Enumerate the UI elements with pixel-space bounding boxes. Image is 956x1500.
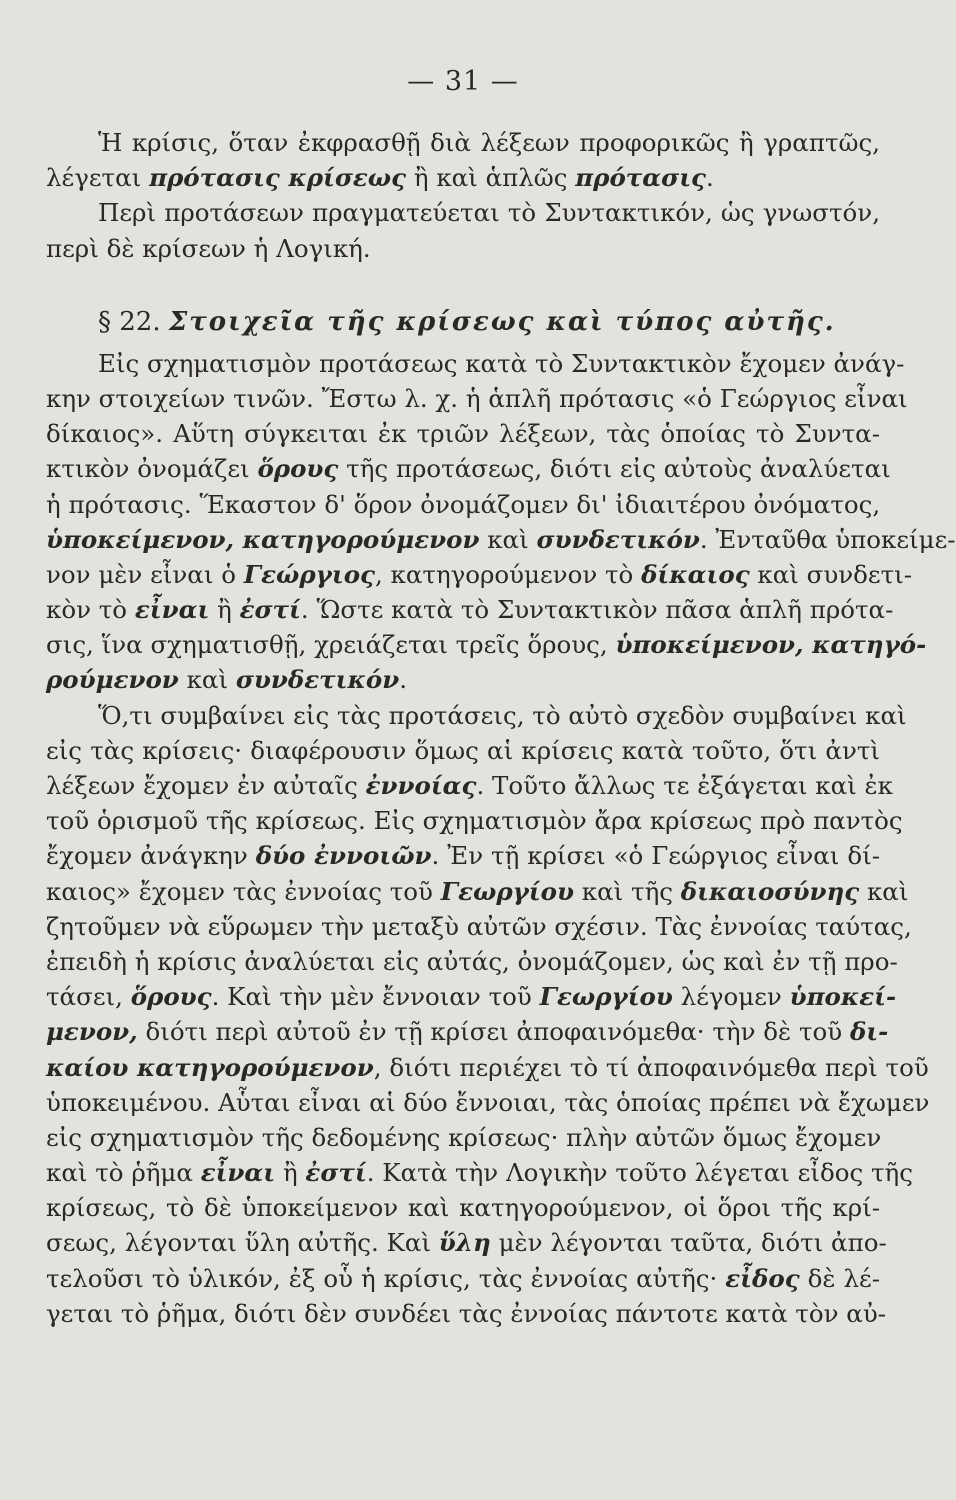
text-line: κτικὸν ὀνομάζει ὅρους τῆς προτάσεως, διότι εἰς αὐτοὺς ἀναλύεται — [46, 454, 891, 484]
text-line: τοῦ ὁρισμοῦ τῆς κρίσεως. Εἰς σχηματισμὸν ἄρα κρίσεως πρὸ παντὸς — [46, 806, 903, 836]
text-line: καὶ τὸ ῥῆμα εἶναι ἢ ἐστί. Κατὰ τὴν Λογικὴν τοῦτο λέγεται εἶδος τῆς — [46, 1158, 913, 1188]
text-line: δίκαιος». Αὕτη σύγκειται ἐκ τριῶν λέξεων, τὰς ὁποίας τὸ Συντα- — [46, 419, 880, 449]
section-title: Στοιχεῖα τῆς κρίσεως καὶ τύπος αὐτῆς. — [168, 306, 836, 337]
page-number: — 31 — — [407, 66, 519, 97]
text-line: τάσει, ὅρους. Καὶ τὴν μὲν ἔννοιαν τοῦ Γεωργίου λέγομεν ὑποκεί- — [46, 982, 897, 1012]
text-line: περὶ δὲ κρίσεων ἡ Λογική. — [46, 233, 371, 263]
text-line: ἡ πρότασις. Ἕκαστον δ' ὅρον ὀνομάζομεν δι' ἰδιαιτέρου ὀνόματος, — [46, 489, 881, 519]
text-line: καιος» ἔχομεν τὰς ἐννοίας τοῦ Γεωργίου καὶ τῆς δικαιοσύνης καὶ — [46, 876, 909, 906]
text-line: ἔχομεν ἀνάγκην δύο ἐννοιῶν. Ἐν τῇ κρίσει «ὁ Γεώργιος εἶναι δί- — [46, 841, 880, 871]
text-line: Περὶ προτάσεων πραγματεύεται τὸ Συντακτικόν, ὡς γνωστόν, — [98, 198, 880, 228]
text-line: καίου κατηγορούμενον, διότι περιέχει τὸ τί ἀποφαινόμεθα περὶ τοῦ — [46, 1052, 929, 1082]
text-line: ὑποκείμενον, κατηγορούμενον καὶ συνδετικόν. Ἐνταῦθα ὑποκείμε- — [46, 524, 956, 554]
text-line: ζητοῦμεν νὰ εὕρωμεν τὴν μεταξὺ αὐτῶν σχέσιν. Τὰς ἐννοίας ταύτας, — [46, 911, 912, 941]
text-line: νον μὲν εἶναι ὁ Γεώργιος, κατηγορούμενον τὸ δίκαιος καὶ συνδετι- — [46, 559, 913, 589]
text-line: κρίσεως, τὸ δὲ ὑποκείμενον καὶ κατηγορούμενον, οἱ ὅροι τῆς κρί- — [46, 1193, 880, 1223]
text-line: ρούμενον καὶ συνδετικόν. — [46, 665, 407, 695]
text-line: σις, ἵνα σχηματισθῇ, χρειάζεται τρεῖς ὅρους, ὑποκείμενον, κατηγό- — [46, 630, 927, 660]
section-mark: § 22. — [98, 306, 161, 337]
text-line: Εἰς σχηματισμὸν προτάσεως κατὰ τὸ Συντακτικὸν ἔχομεν ἀνάγ- — [98, 348, 905, 378]
text-line: γεται τὸ ῥῆμα, διότι δὲν συνδέει τὰς ἐννοίας πάντοτε κατὰ τὸν αὐ- — [46, 1298, 886, 1328]
section-heading — [46, 302, 880, 342]
text-line: ὑποκειμένου. Αὗται εἶναι αἱ δύο ἔννοιαι, τὰς ὁποίας πρέπει νὰ ἔχωμεν — [46, 1087, 930, 1117]
text-line: σεως, λέγονται ὕλη αὐτῆς. Καὶ ὕλη μὲν λέγονται ταῦτα, διότι ἀπο- — [46, 1228, 887, 1258]
text-line: λέξεων ἔχομεν ἐν αὐταῖς ἐννοίας. Τοῦτο ἄλλως τε ἐξάγεται καὶ ἐκ — [46, 771, 893, 800]
text-line: τελοῦσι τὸ ὑλικόν, ἐξ οὗ ἡ κρίσις, τὰς ἐννοίας αὐτῆς· εἶδος δὲ λέ- — [46, 1263, 880, 1293]
text-line: Ὅ,τι συμβαίνει εἰς τὰς προτάσεις, τὸ αὐτὸ σχεδὸν συμβαίνει καὶ — [98, 700, 907, 730]
text-line: ἐπειδὴ ἡ κρίσις ἀναλύεται εἰς αὐτάς, ὀνομάζομεν, ὡς καὶ ἐν τῇ προ- — [46, 946, 898, 976]
text-line: κὸν τὸ εἶναι ἢ ἐστί. Ὥστε κατὰ τὸ Συντακτικὸν πᾶσα ἁπλῆ πρότα- — [46, 595, 894, 625]
text-line: εἰς τὰς κρίσεις· διαφέρουσιν ὅμως αἱ κρίσεις κατὰ τοῦτο, ὅτι ἀντὶ — [46, 735, 880, 765]
text-line: κην στοιχείων τινῶν. Ἔστω λ. χ. ἡ ἁπλῆ πρότασις «ὁ Γεώργιος εἶναι — [46, 383, 908, 413]
text-line: μενον, διότι περὶ αὐτοῦ ἐν τῇ κρίσει ἀποφαινόμεθα· τὴν δὲ τοῦ δι- — [46, 1017, 889, 1047]
text-line: Ἡ κρίσις, ὅταν ἐκφρασθῇ διὰ λέξεων προφορικῶς ἢ γραπτῶς, — [98, 128, 880, 157]
text-line: λέγεται πρότασις κρίσεως ἢ καὶ ἁπλῶς πρότασις. — [46, 163, 714, 193]
text-line: εἰς σχηματισμὸν τῆς δεδομένης κρίσεως· πλὴν αὐτῶν ὅμως ἔχομεν — [46, 1122, 882, 1152]
